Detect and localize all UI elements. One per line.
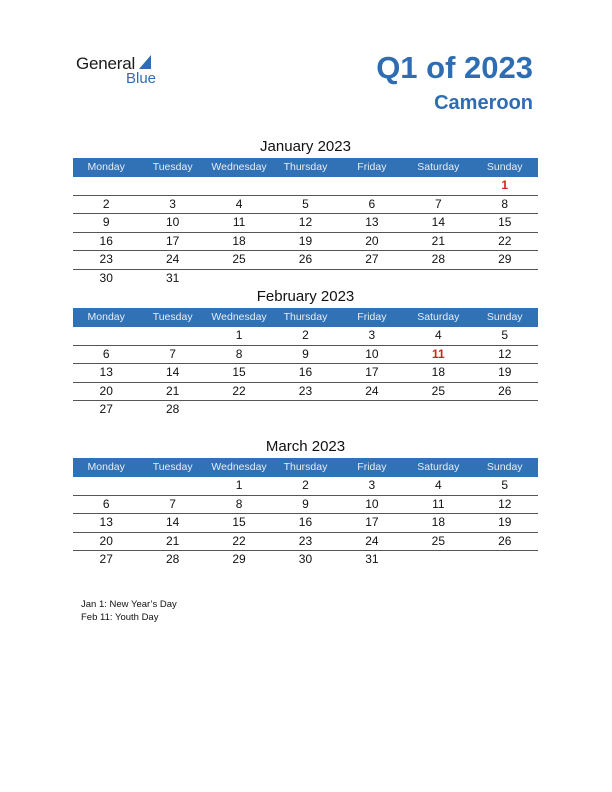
day-cell: 6 (102, 346, 110, 361)
day-cell: 31 (365, 552, 379, 566)
empty-day-cell (73, 177, 139, 195)
holiday-note: Jan 1: New Year’s Day (81, 599, 177, 610)
logo-triangle-icon (139, 55, 151, 69)
logo-general-text: General (76, 54, 136, 73)
day-cell: 16 (99, 233, 113, 248)
week-row (73, 383, 538, 402)
weekday-header-row (73, 458, 538, 477)
empty-day-cell (206, 401, 272, 419)
day-cell: 13 (99, 365, 113, 379)
empty-day-cell (272, 401, 338, 419)
calendar-month-january (73, 136, 538, 287)
week-row (73, 551, 538, 569)
weekday-header: Sunday (486, 311, 523, 323)
day-cell: 8 (501, 196, 509, 211)
day-cell: 19 (498, 365, 512, 379)
day-cell: 9 (302, 496, 309, 511)
day-cell: 5 (501, 328, 509, 342)
day-cell: 11 (232, 215, 246, 229)
day-cell: 21 (431, 233, 445, 248)
weekday-header: Friday (357, 311, 387, 323)
day-cell: 12 (298, 215, 313, 229)
logo-blue-text: Blue (126, 70, 157, 87)
day-cell: 8 (235, 346, 243, 361)
page-title: Q1 of 2023 (376, 50, 533, 85)
week-row (73, 364, 538, 383)
day-cell: 8 (235, 496, 243, 511)
weekday-header: Friday (357, 461, 387, 473)
day-cell: 7 (169, 346, 176, 361)
empty-day-cell (339, 270, 405, 288)
day-cell: 20 (99, 383, 113, 398)
day-cell: 6 (368, 196, 376, 211)
weekday-header: Saturday (417, 161, 460, 173)
day-cell: 27 (99, 552, 113, 566)
week-row (73, 196, 538, 215)
empty-day-cell (405, 177, 471, 195)
day-cell: 22 (232, 383, 246, 398)
day-cell: 4 (235, 196, 243, 211)
day-cell: 15 (498, 215, 512, 229)
week-row (73, 496, 538, 515)
holiday-note: Feb 11: Youth Day (81, 612, 159, 623)
empty-day-cell (206, 177, 272, 195)
weekday-header: Saturday (417, 461, 460, 473)
day-cell: 22 (232, 533, 246, 548)
country-name: Cameroon (434, 92, 533, 114)
week-row (73, 477, 538, 496)
day-cell: 30 (298, 552, 313, 566)
day-cell: 26 (498, 383, 512, 398)
day-cell: 14 (165, 365, 180, 379)
day-cell: 11 (432, 496, 445, 511)
day-cell: 1 (235, 328, 243, 342)
weekday-header: Sunday (486, 461, 523, 473)
day-cell: 18 (232, 233, 246, 248)
empty-day-cell (405, 270, 471, 288)
day-cell: 24 (165, 252, 180, 266)
day-cell: 24 (365, 383, 379, 398)
month-title: March 2023 (265, 438, 346, 455)
day-cell: 28 (165, 402, 180, 416)
day-cell: 7 (434, 196, 442, 211)
empty-day-cell (73, 477, 139, 495)
week-row (73, 346, 538, 365)
day-cell: 25 (431, 383, 445, 398)
day-cell: 20 (365, 233, 379, 248)
day-cell: 3 (368, 478, 376, 492)
day-cell: 28 (431, 252, 445, 266)
month-title: January 2023 (260, 138, 351, 155)
day-cell: 19 (298, 233, 313, 248)
day-cell: 9 (302, 346, 309, 361)
day-cell: 25 (232, 252, 246, 266)
day-cell: 25 (431, 533, 445, 548)
day-cell: 23 (298, 383, 313, 398)
weekday-header: Tuesday (152, 461, 193, 473)
day-cell: 4 (434, 328, 442, 342)
day-cell: 22 (498, 233, 512, 248)
weekday-header: Wednesday (211, 461, 267, 473)
day-cell: 19 (498, 515, 512, 529)
day-cell: 1 (501, 178, 509, 192)
day-cell: 20 (99, 533, 113, 548)
day-cell: 30 (99, 270, 113, 285)
empty-day-cell (405, 401, 471, 419)
day-cell: 17 (365, 365, 379, 379)
day-cell: 16 (298, 365, 313, 379)
day-cell: 15 (232, 515, 246, 529)
calendar-month-february (73, 286, 538, 419)
day-cell: 2 (302, 328, 309, 342)
day-cell: 23 (298, 533, 313, 548)
day-cell: 31 (165, 270, 180, 285)
weekday-header: Tuesday (152, 311, 193, 323)
day-cell: 26 (498, 533, 512, 548)
day-cell: 23 (99, 252, 113, 266)
day-cell: 29 (232, 552, 246, 566)
empty-day-cell (472, 551, 538, 569)
week-row (73, 533, 538, 552)
day-cell: 9 (102, 215, 110, 229)
empty-day-cell (339, 177, 405, 195)
week-row (73, 214, 538, 233)
empty-day-cell (139, 327, 205, 345)
empty-day-cell (206, 270, 272, 288)
day-cell: 18 (431, 515, 445, 529)
weekday-header: Thursday (283, 461, 328, 473)
weekday-header: Thursday (283, 311, 328, 323)
empty-day-cell (272, 270, 338, 288)
day-cell: 2 (102, 196, 110, 211)
week-row (73, 401, 538, 419)
week-row (73, 270, 538, 288)
day-cell: 3 (368, 328, 376, 342)
empty-day-cell (339, 401, 405, 419)
empty-day-cell (405, 551, 471, 569)
week-row (73, 514, 538, 533)
day-cell: 17 (365, 515, 379, 529)
week-row (73, 177, 538, 196)
day-cell: 12 (498, 346, 512, 361)
empty-day-cell (472, 401, 538, 419)
holiday-notes (81, 598, 177, 624)
day-cell: 5 (501, 478, 509, 492)
weekday-header-row (73, 308, 538, 327)
calendar-month-march (73, 436, 538, 569)
empty-day-cell (472, 270, 538, 288)
day-cell: 13 (99, 515, 113, 529)
day-cell: 10 (365, 496, 379, 511)
day-cell: 15 (232, 365, 246, 379)
empty-day-cell (272, 177, 338, 195)
day-cell: 10 (165, 215, 180, 229)
weekday-header: Wednesday (211, 161, 267, 173)
day-cell: 28 (165, 552, 180, 566)
weekday-header: Monday (87, 311, 125, 323)
day-cell: 13 (365, 215, 379, 229)
day-cell: 27 (365, 252, 379, 266)
weekday-header: Friday (357, 161, 387, 173)
day-cell: 3 (169, 196, 176, 211)
empty-day-cell (139, 477, 205, 495)
day-cell: 16 (298, 515, 313, 529)
empty-day-cell (139, 177, 205, 195)
month-title: February 2023 (256, 288, 355, 305)
day-cell: 10 (365, 346, 379, 361)
day-cell: 29 (498, 252, 512, 266)
day-cell: 6 (102, 496, 110, 511)
week-row (73, 251, 538, 270)
day-cell: 4 (434, 478, 442, 492)
day-cell: 2 (302, 478, 309, 492)
day-cell: 27 (99, 402, 113, 416)
day-cell: 11 (431, 346, 445, 361)
week-row (73, 327, 538, 346)
day-cell: 17 (165, 233, 180, 248)
day-cell: 18 (431, 365, 445, 379)
day-cell: 21 (165, 533, 180, 548)
weekday-header: Wednesday (211, 311, 267, 323)
day-cell: 14 (431, 215, 445, 229)
day-cell: 21 (165, 383, 180, 398)
day-cell: 5 (302, 196, 309, 211)
weekday-header: Saturday (417, 311, 460, 323)
day-cell: 12 (498, 496, 512, 511)
day-cell: 24 (365, 533, 379, 548)
empty-day-cell (73, 327, 139, 345)
day-cell: 14 (165, 515, 180, 529)
weekday-header: Thursday (283, 161, 328, 173)
weekday-header: Monday (87, 461, 125, 473)
weekday-header: Monday (87, 161, 125, 173)
day-cell: 26 (298, 252, 313, 266)
week-row (73, 233, 538, 252)
day-cell: 7 (169, 496, 176, 511)
weekday-header-row (73, 158, 538, 177)
day-cell: 1 (235, 478, 243, 492)
weekday-header: Tuesday (152, 161, 193, 173)
logo (76, 54, 176, 88)
weekday-header: Sunday (486, 161, 523, 173)
